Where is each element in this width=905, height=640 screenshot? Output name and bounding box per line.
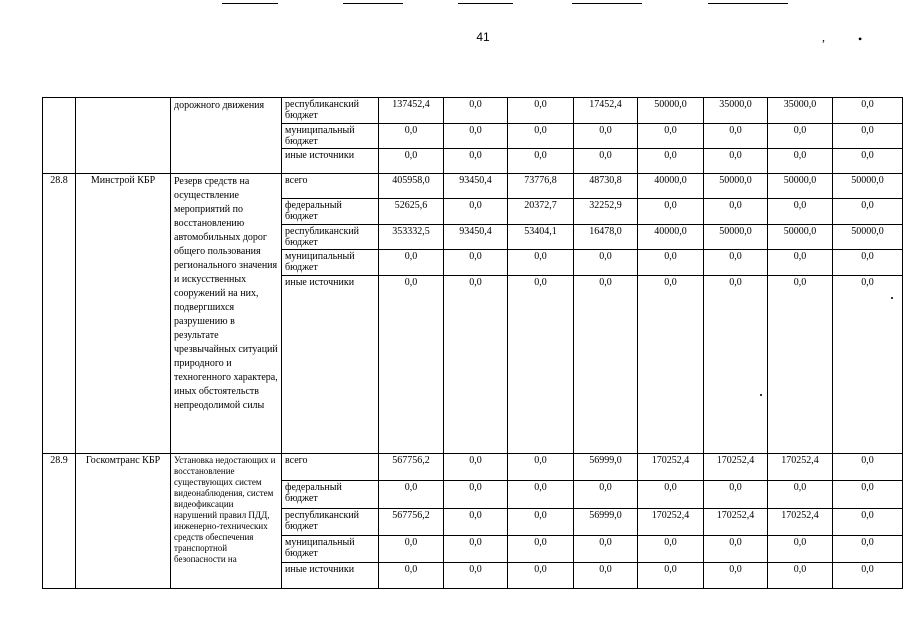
value-cell: 0,0 (768, 124, 833, 149)
value-cell: 0,0 (574, 563, 638, 589)
source-cell: муниципальный бюджет (282, 536, 379, 563)
value-cell: 0,0 (444, 149, 508, 174)
value-cell: 0,0 (768, 536, 833, 563)
value-cell: 0,0 (574, 276, 638, 454)
value-cell: 0,0 (833, 481, 903, 509)
value-cell: 0,0 (508, 481, 574, 509)
value-cell: 50000,0 (833, 225, 903, 250)
value-cell: 0,0 (508, 98, 574, 124)
value-cell: 53404,1 (508, 225, 574, 250)
value-cell: 0,0 (768, 481, 833, 509)
value-cell: 0,0 (833, 98, 903, 124)
value-cell: 0,0 (704, 149, 768, 174)
value-cell: 567756,2 (379, 454, 444, 481)
value-cell: 0,0 (638, 250, 704, 276)
value-cell: 40000,0 (638, 225, 704, 250)
value-cell: 0,0 (444, 250, 508, 276)
value-cell: 0,0 (508, 250, 574, 276)
value-cell: 56999,0 (574, 454, 638, 481)
value-cell: 567756,2 (379, 509, 444, 536)
value-cell: 0,0 (508, 454, 574, 481)
value-cell: 0,0 (574, 250, 638, 276)
value-cell: 50000,0 (638, 98, 704, 124)
table-row (43, 454, 903, 481)
responsible-cell: Минстрой КБР (76, 174, 171, 454)
value-cell: 0,0 (704, 536, 768, 563)
value-cell: 170252,4 (704, 509, 768, 536)
value-cell: 0,0 (833, 454, 903, 481)
page-mark: , (822, 30, 825, 44)
value-cell: 0,0 (833, 536, 903, 563)
value-cell: 0,0 (638, 124, 704, 149)
value-cell: 0,0 (508, 509, 574, 536)
source-cell: федеральный бюджет (282, 199, 379, 225)
source-cell: всего (282, 174, 379, 199)
value-cell: 0,0 (833, 509, 903, 536)
measure-cell: Установка недостающих и восстановление существующих систем видеонаблюдения, систем видеофиксации нарушений правил ПДД, инженерно-технических средств обеспечения транспортной безопасности на (171, 454, 282, 589)
source-cell: иные источники (282, 276, 379, 454)
item-number-cell: 28.9 (43, 454, 76, 589)
value-cell: 0,0 (444, 276, 508, 454)
value-cell: 93450,4 (444, 174, 508, 199)
value-cell: 0,0 (444, 536, 508, 563)
value-cell: 17452,4 (574, 98, 638, 124)
value-cell: 0,0 (768, 563, 833, 589)
value-cell: 0,0 (704, 481, 768, 509)
value-cell: 93450,4 (444, 225, 508, 250)
value-cell: 0,0 (704, 250, 768, 276)
value-cell: 0,0 (379, 250, 444, 276)
value-cell: 48730,8 (574, 174, 638, 199)
top-rule (708, 3, 788, 4)
value-cell: 0,0 (833, 250, 903, 276)
value-cell: 170252,4 (638, 454, 704, 481)
responsible-cell (76, 98, 171, 174)
value-cell: 50000,0 (833, 174, 903, 199)
source-cell: республиканский бюджет (282, 509, 379, 536)
value-cell: 0,0 (768, 250, 833, 276)
value-cell: 0,0 (704, 199, 768, 225)
value-cell: 0,0 (833, 124, 903, 149)
value-cell: 0,0 (574, 124, 638, 149)
value-cell: 35000,0 (704, 98, 768, 124)
source-cell: республиканский бюджет (282, 98, 379, 124)
value-cell: 56999,0 (574, 509, 638, 536)
value-cell: 0,0 (444, 481, 508, 509)
table-row (43, 98, 903, 124)
value-cell: 170252,4 (768, 454, 833, 481)
value-cell: 0,0 (833, 563, 903, 589)
source-cell: муниципальный бюджет (282, 124, 379, 149)
value-cell: 0,0 (833, 199, 903, 225)
source-cell: федеральный бюджет (282, 481, 379, 509)
value-cell: 52625,6 (379, 199, 444, 225)
top-rule (222, 3, 278, 4)
value-cell: 0,0 (704, 563, 768, 589)
top-rule (572, 3, 642, 4)
value-cell: 0,0 (833, 149, 903, 174)
value-cell: 0,0 (574, 481, 638, 509)
value-cell: 0,0 (508, 276, 574, 454)
value-cell: 0,0 (768, 276, 833, 454)
measure-cell: Резерв средств на осуществление мероприятий по восстановлению автомобильных дорог общего пользования регионального значения и искусственных сооружений на них, подвергшихся разрушению в результате чрезвычайных ситуаций природного и техногенного характера, иных обстоятельств непреодолимой силы (171, 174, 282, 454)
value-cell: 0,0 (444, 199, 508, 225)
value-cell: 137452,4 (379, 98, 444, 124)
value-cell: 0,0 (444, 98, 508, 124)
value-cell: 0,0 (444, 454, 508, 481)
value-cell: 0,0 (574, 536, 638, 563)
value-cell: 0,0 (833, 276, 903, 454)
value-cell: 20372,7 (508, 199, 574, 225)
value-cell: 50000,0 (704, 225, 768, 250)
source-cell: иные источники (282, 563, 379, 589)
value-cell: 0,0 (768, 199, 833, 225)
item-number-cell: 28.8 (43, 174, 76, 454)
value-cell: 0,0 (379, 481, 444, 509)
value-cell: 170252,4 (704, 454, 768, 481)
value-cell: 16478,0 (574, 225, 638, 250)
value-cell: 50000,0 (704, 174, 768, 199)
source-cell: всего (282, 454, 379, 481)
measure-cell: дорожного движения (171, 98, 282, 174)
source-cell: республиканский бюджет (282, 225, 379, 250)
value-cell: 0,0 (379, 563, 444, 589)
value-cell: 0,0 (444, 124, 508, 149)
page-mark: • (858, 32, 863, 46)
table-row (43, 174, 903, 199)
value-cell: 0,0 (704, 276, 768, 454)
value-cell: 0,0 (444, 509, 508, 536)
value-cell: 0,0 (508, 149, 574, 174)
scan-speck (891, 297, 893, 299)
value-cell: 32252,9 (574, 199, 638, 225)
source-cell: муниципальный бюджет (282, 250, 379, 276)
value-cell: 353332,5 (379, 225, 444, 250)
top-rule (458, 3, 513, 4)
value-cell: 0,0 (508, 536, 574, 563)
top-rule (343, 3, 403, 4)
value-cell: 0,0 (638, 276, 704, 454)
responsible-cell: Госкомтранс КБР (76, 454, 171, 589)
budget-table (42, 97, 903, 589)
value-cell: 0,0 (638, 199, 704, 225)
value-cell: 0,0 (508, 563, 574, 589)
value-cell: 0,0 (444, 563, 508, 589)
source-cell: иные источники (282, 149, 379, 174)
value-cell: 40000,0 (638, 174, 704, 199)
value-cell: 0,0 (508, 124, 574, 149)
value-cell: 0,0 (379, 536, 444, 563)
value-cell: 0,0 (379, 276, 444, 454)
value-cell: 0,0 (379, 124, 444, 149)
value-cell: 0,0 (768, 149, 833, 174)
value-cell: 0,0 (638, 563, 704, 589)
scan-speck (760, 394, 762, 396)
value-cell: 0,0 (638, 536, 704, 563)
value-cell: 170252,4 (768, 509, 833, 536)
value-cell: 0,0 (638, 149, 704, 174)
value-cell: 50000,0 (768, 174, 833, 199)
value-cell: 0,0 (574, 149, 638, 174)
value-cell: 0,0 (638, 481, 704, 509)
value-cell: 405958,0 (379, 174, 444, 199)
value-cell: 0,0 (704, 124, 768, 149)
value-cell: 170252,4 (638, 509, 704, 536)
item-number-cell (43, 98, 76, 174)
value-cell: 35000,0 (768, 98, 833, 124)
page-number: 41 (476, 30, 490, 44)
value-cell: 50000,0 (768, 225, 833, 250)
value-cell: 73776,8 (508, 174, 574, 199)
value-cell: 0,0 (379, 149, 444, 174)
